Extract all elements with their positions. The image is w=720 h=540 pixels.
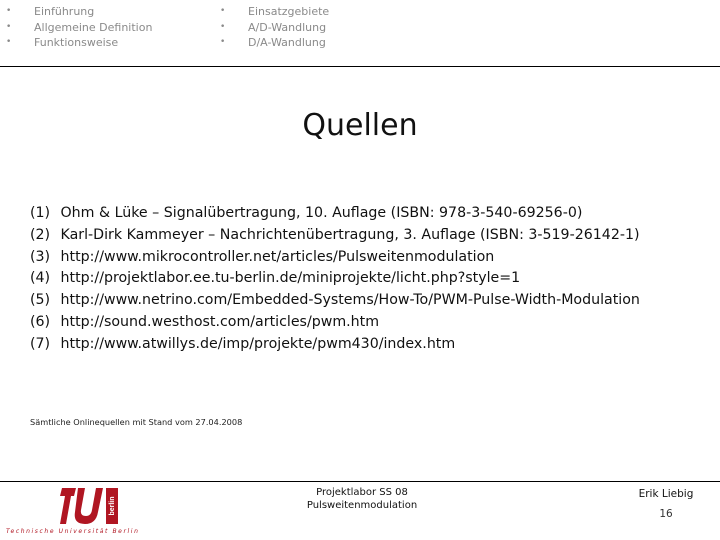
reference-link[interactable]: http://www.atwillys.de/imp/projekte/pwm430/index.htm (60, 335, 456, 352)
course-topic: Pulsweitenmodulation (306, 500, 418, 511)
sources-footnote: Sämtliche Onlinequellen mit Stand vom 27.04.2008 (30, 417, 243, 427)
reference-link[interactable]: http://projektlabor.ee.tu-berlin.de/miniprojekte/licht.php?style=1 (60, 270, 521, 287)
reference-number: (3) (30, 248, 51, 265)
reference-number: (4) (30, 270, 51, 287)
author-name: Erik Liebig (638, 488, 694, 500)
reference-link[interactable]: http://sound.westhost.com/articles/pwm.htm (60, 313, 380, 330)
reference-item[interactable] (30, 290, 640, 312)
reference-number: (7) (30, 335, 51, 352)
reference-item[interactable] (30, 247, 640, 269)
reference-link[interactable]: http://www.netrino.com/Embedded-Systems/How-To/PWM-Pulse-Width-Modulation (60, 292, 640, 309)
reference-item[interactable] (30, 268, 640, 290)
reference-item (30, 225, 640, 247)
page-number: 16 (659, 508, 673, 520)
reference-text: Karl-Dirk Kammeyer – Nachrichtenübertragung, 3. Auflage (ISBN: 3-519-26142-1) (60, 226, 640, 243)
course-info (262, 486, 462, 512)
slide-title: Quellen (302, 108, 418, 143)
nav-left-column (6, 4, 152, 51)
nav-item-da-wandlung[interactable]: • D/A-Wandlung (220, 35, 329, 51)
reference-number: (1) (30, 205, 51, 221)
course-title: Projektlabor SS 08 (316, 487, 408, 498)
logo-berlin-text: berlin (108, 496, 116, 516)
nav-item-allgemeine-definition[interactable]: • Allgemeine Definition (6, 20, 152, 36)
footer-divider (0, 481, 720, 482)
header-divider (0, 66, 720, 67)
university-name: Technische Universität Berlin (6, 528, 140, 535)
reference-number: (2) (30, 226, 51, 243)
reference-item (30, 203, 640, 225)
tu-berlin-logo-icon (60, 486, 120, 526)
reference-number: (5) (30, 292, 51, 309)
reference-list (30, 203, 640, 356)
nav-item-einfuehrung[interactable]: • Einführung (6, 4, 152, 20)
reference-item[interactable] (30, 312, 640, 334)
nav-right-column (220, 4, 329, 51)
reference-number: (6) (30, 313, 51, 330)
nav-item-ad-wandlung[interactable]: • A/D-Wandlung (220, 20, 329, 36)
reference-link[interactable]: http://www.mikrocontroller.net/articles/Pulsweitenmodulation (60, 248, 495, 265)
nav-item-funktionsweise[interactable]: • Funktionsweise (6, 35, 152, 51)
reference-item[interactable] (30, 334, 640, 356)
nav-item-einsatzgebiete[interactable]: • Einsatzgebiete (220, 4, 329, 20)
reference-text: Ohm & Lüke – Signalübertragung, 10. Auflage (ISBN: 978-3-540-69256-0) (60, 205, 583, 221)
